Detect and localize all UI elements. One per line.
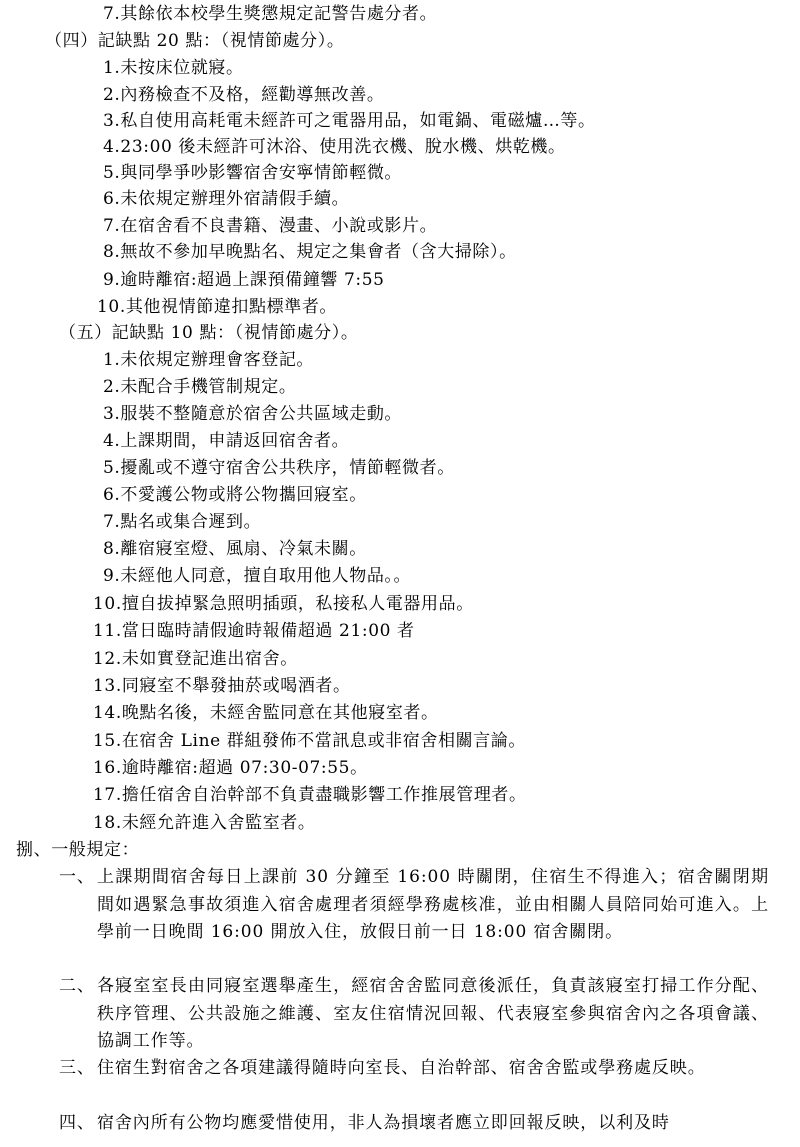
paragraph-text: 住宿生對宿舍之各項建議得隨時向室長、自治幹部、宿舍舍監或學務處反映。 [97, 1058, 706, 1078]
regulation-paragraph [59, 1055, 769, 1083]
list-item: 13.同寢室不舉發抽菸或喝酒者。 [93, 676, 351, 696]
list-item: 9.未經他人同意，擅自取用他人物品。。 [103, 566, 412, 586]
list-item: 7.其餘依本校學生獎懲規定記警告處分者。 [103, 4, 438, 24]
paragraph-text: 各寢室室長由同寢室選舉產生，經宿舍舍監同意後派任，負責該寢室打掃工作分配、秩序管理、公共設施之維護、室友住宿情況回報、代表寢室參與宿舍內之各項會議、協調工作等。 [97, 976, 769, 1051]
section-heading-4: （四）記缺點 20 點：（視情節處分）。 [45, 31, 345, 51]
list-item: 6.不愛護公物或將公物攜回寢室。 [103, 485, 367, 505]
list-item: 7.點名或集合遲到。 [103, 512, 262, 532]
list-item: 4.23:00 後未經許可沐浴、使用洗衣機、脫水機、烘乾機。 [103, 137, 566, 157]
list-item: 16.逾時離宿:超過 07:30-07:55。 [93, 758, 368, 778]
paragraph-text: 上課期間宿舍每日上課前 30 分鐘至 16:00 時關閉，住宿生不得進入；宿舍關閉期間如遇緊急事故須進入宿舍處理者須經學務處核准，並由相關人員陪同始可進入。上學前一日晚間 16:00 開放入住，放假日前一日 18:00 宿舍關閉。 [97, 867, 769, 942]
list-item: 10.其他視情節違扣點標準者。 [97, 297, 338, 317]
list-item: 4.上課期間，申請返回宿舍者。 [103, 431, 350, 451]
list-item: 12.未如實登記進出宿舍。 [93, 649, 298, 669]
regulation-paragraph [59, 1110, 769, 1138]
list-item: 6.未依規定辦理外宿請假手續。 [103, 189, 350, 209]
regulation-paragraph [59, 973, 769, 1056]
section-heading-5: （五）記缺點 10 點：（視情節處分）。 [59, 323, 359, 343]
list-item: 5.與同學爭吵影響宿舍安寧情節輕微。 [103, 163, 403, 183]
paragraph-number: 三、 [59, 1058, 95, 1078]
list-item: 11.當日臨時請假逾時報備超過 21:00 者 [93, 621, 415, 641]
list-item: 14.晚點名後，未經舍監同意在其他寢室者。 [93, 703, 439, 723]
list-item: 15.在宿舍 Line 群組發佈不當訊息或非宿舍相關言論。 [93, 731, 526, 751]
section-heading-8: 捌、一般規定： [16, 840, 140, 860]
list-item: 7.在宿舍看不良書籍、漫畫、小說或影片。 [103, 216, 438, 236]
paragraph-text: 宿舍內所有公物均應愛惜使用，非人為損壞者應立即回報反映，以利及時 [97, 1113, 670, 1133]
list-item: 3.服裝不整隨意於宿舍公共區域走動。 [103, 404, 403, 424]
paragraph-number: 四、 [59, 1113, 95, 1133]
list-item: 10.擅自拔掉緊急照明插頭，私接私人電器用品。 [93, 594, 474, 614]
list-item: 17.擔任宿舍自治幹部不負責盡職影響工作推展管理者。 [93, 785, 527, 805]
list-item: 2.內務檢查不及格，經勸導無改善。 [103, 85, 385, 105]
list-item: 8.無故不參加早晚點名、規定之集會者（含大掃除）。 [103, 242, 517, 262]
list-item: 8.離宿寢室燈、風扇、冷氣未關。 [103, 539, 367, 559]
list-item: 3.私自使用高耗電未經許可之電器用品，如電鍋、電磁爐…等。 [103, 111, 596, 131]
list-item: 9.逾時離宿:超過上課預備鐘響 7:55 [103, 270, 385, 290]
regulation-paragraph [59, 864, 769, 947]
list-item: 5.擾亂或不遵守宿舍公共秩序，情節輕微者。 [103, 458, 455, 478]
list-item: 1.未按床位就寢。 [103, 58, 244, 78]
paragraph-number: 一、 [59, 867, 95, 887]
list-item: 2.未配合手機管制規定。 [103, 377, 297, 397]
list-item: 1.未依規定辦理會客登記。 [103, 350, 315, 370]
paragraph-number: 二、 [59, 976, 95, 996]
list-item: 18.未經允許進入舍監室者。 [93, 813, 316, 833]
